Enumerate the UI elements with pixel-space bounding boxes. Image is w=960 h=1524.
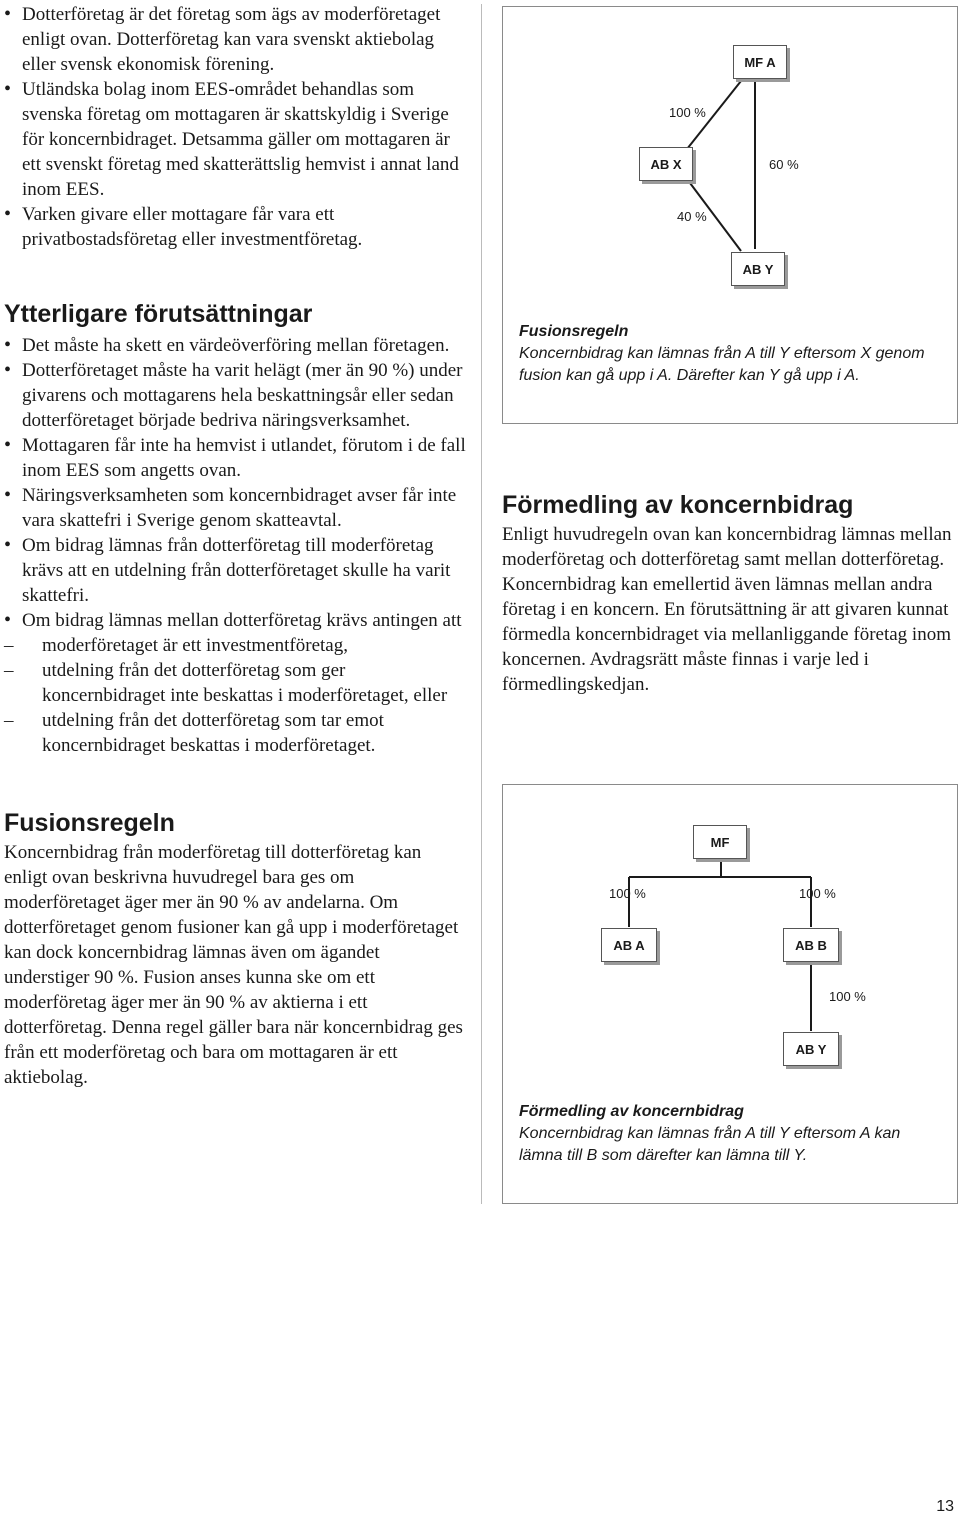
ownership-label: 100 %: [669, 105, 706, 120]
list-item: • Dotterföretaget måste ha varit helägt (mer än 90 %) under givarens och mottagarens hela beskattningsår eller sedan dotterföretaget började bedriva näringsverksamhet.: [4, 358, 466, 433]
node-ab-x: AB X: [639, 147, 693, 181]
ytterligare-bullet-list: [4, 333, 466, 758]
ownership-label: 100 %: [799, 886, 836, 901]
caption-title: Fusionsregeln: [519, 323, 629, 340]
list-item: • Mottagaren får inte ha hemvist i utlandet, förutom i de fall inom EES som angetts ovan.: [4, 433, 466, 483]
caption-text: Koncernbidrag kan lämnas från A till Y eftersom A kan lämna till B som därefter kan lämna till Y.: [519, 1125, 901, 1164]
formedling-heading: Förmedling av koncernbidrag: [502, 491, 854, 519]
list-item: [4, 608, 466, 758]
dash-item: – moderföretaget är ett investmentföretag,: [4, 633, 466, 658]
ytterligare-heading: Ytterligare förutsättningar: [4, 300, 313, 328]
list-item: • Om bidrag lämnas från dotterföretag till moderföretag krävs att en utdelning från dotterföretaget skulle ha varit skattefri.: [4, 533, 466, 608]
fusionsregeln-heading: Fusionsregeln: [4, 809, 175, 837]
column-divider: [481, 4, 482, 1204]
node-ab-y: AB Y: [731, 252, 785, 286]
intro-bullet-list: [4, 2, 466, 252]
node-ab-b: AB B: [783, 928, 839, 962]
caption-text: Koncernbidrag kan lämnas från A till Y eftersom X genom fusion kan gå upp i A. Därefter kan Y gå upp i A.: [519, 345, 925, 384]
diagram-fusionsregeln: [502, 6, 958, 424]
page-number: 13: [936, 1498, 954, 1515]
node-ab-y: AB Y: [783, 1032, 839, 1066]
dash-item: – utdelning från det dotterföretag som tar emot koncernbidraget beskattas i moderföretaget.: [4, 708, 466, 758]
diagram-formedling: [502, 784, 958, 1204]
list-item: • Näringsverksamheten som koncernbidraget avser får inte vara skattefri i Sverige genom skatteavtal.: [4, 483, 466, 533]
node-mf-a: MF A: [733, 45, 787, 79]
ownership-label: 100 %: [609, 886, 646, 901]
left-column: [4, 0, 466, 1090]
node-mf: MF: [693, 825, 747, 859]
diagram-caption: [519, 321, 939, 387]
list-item: • Dotterföretag är det företag som ägs av moderföretaget enligt ovan. Dotterföretag kan vara svenskt aktiebolag eller svensk ekonomisk förening.: [4, 2, 466, 77]
list-item: • Utländska bolag inom EES-området behandlas som svenska företag om mottagaren är skattskyldig i Sverige för koncernbidraget. Detsamma gäller om mottagaren är ett svenskt företag med skatterättslig hemvist i annat land inom EES.: [4, 77, 466, 202]
list-item: • Det måste ha skett en värdeöverföring mellan företagen.: [4, 333, 466, 358]
formedling-section: [502, 490, 958, 697]
diagram-caption: [519, 1101, 919, 1167]
node-ab-a: AB A: [601, 928, 657, 962]
list-item: • Varken givare eller mottagare får vara ett privatbostadsföretag eller investmentföretag.: [4, 202, 466, 252]
list-item-text: Om bidrag lämnas mellan dotterföretag krävs antingen att: [22, 610, 462, 631]
caption-title: Förmedling av koncernbidrag: [519, 1103, 744, 1120]
fusionsregeln-text: Koncernbidrag från moderföretag till dotterföretag kan enligt ovan beskrivna huvudregel bara ges om moderföretaget äger mer än 90 % av andelarna. Om dotterföretaget genom fusioner kan gå upp i moderföretaget kan dock koncernbidrag lämnas även om ägandet understiger 90 %. Fusion anses kunna ske om ett moderföretag äger mer än 90 % av aktierna i ett dotterföretag. Denna regel gäller bara när koncernbidrag ges från ett moderföretag och bara om mottagaren är ett aktiebolag.: [4, 842, 463, 1088]
ownership-label: 60 %: [769, 157, 799, 172]
ownership-label: 40 %: [677, 209, 707, 224]
formedling-text: Enligt huvudregeln ovan kan koncernbidrag lämnas mellan moderföretag och dotterföretag samt mellan dotterföretag. Koncernbidrag kan emellertid även lämnas mellan andra företag i en koncern. En förutsättning är att givaren kunnat förmedla koncernbidraget via mellanliggande företag inom koncernen. Avdragsrätt måste finnas i varje led i förmedlingskedjan.: [502, 524, 952, 695]
ownership-label: 100 %: [829, 989, 866, 1004]
dash-list: [22, 633, 466, 758]
dash-item: – utdelning från det dotterföretag som ger koncernbidraget inte beskattas i moderföretaget, eller: [4, 658, 466, 708]
